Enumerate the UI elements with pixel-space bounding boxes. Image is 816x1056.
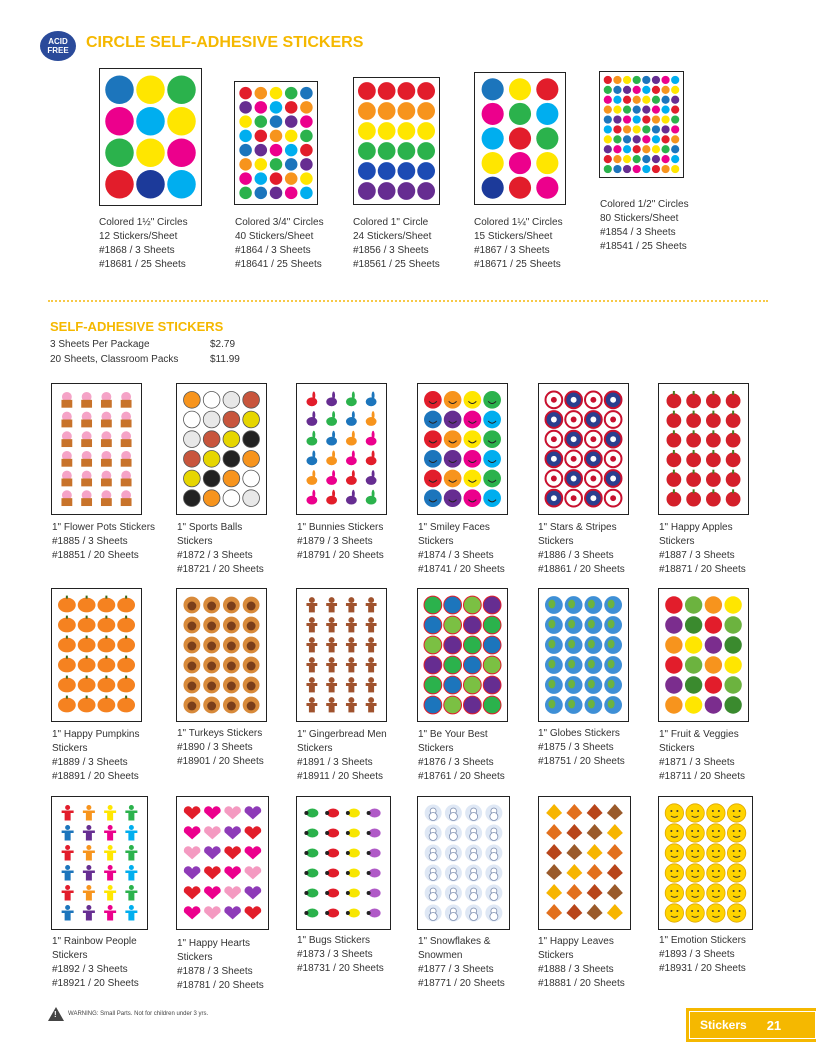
caption-line: #1891 / 3 Sheets [297,757,373,768]
caption-line: 1" Sports Balls [177,522,243,533]
caption-line: #1888 / 3 Sheets [538,964,614,975]
caption-line: 1" Rainbow People [52,936,137,947]
caption-line: #1893 / 3 Sheets [659,949,735,960]
sticker-sheet-bugs [296,796,391,930]
caption-line: 24 Stickers/Sheet [353,231,432,242]
caption-line: #1864 / 3 Sheets [235,245,311,256]
caption-line: 40 Stickers/Sheet [235,231,314,242]
caption-line: 1" Be Your Best [418,729,488,740]
sticker-sheet-globes [538,588,629,722]
caption-line: 1" Turkeys Stickers [177,728,263,739]
caption-line: #1871 / 3 Sheets [659,757,735,768]
caption-line: 1" Stars & Stripes [538,522,617,533]
caption-line: #18761 / 20 Sheets [418,771,505,782]
caption-line: #18781 / 20 Sheets [177,980,264,991]
circle-sheet-1-2in [599,71,684,178]
caption-line: #18891 / 20 Sheets [52,771,139,782]
sticker-caption-stars-stripes [538,521,625,577]
caption-line: #18541 / 25 Sheets [600,241,687,252]
circle-caption-3 [353,216,440,272]
footer-label: Stickers [700,1018,747,1032]
sticker-sheet-happy-pumpkins [51,588,142,722]
sticker-sheet-emotions [658,796,753,930]
sticker-sheet-sports-balls [176,383,267,515]
footer-page-tab [686,1008,816,1042]
caption-line: Stickers [297,743,333,754]
caption-line: Colored 1½" Circles [99,217,188,228]
sticker-caption-fruit-veggies [659,728,745,784]
caption-line: 80 Stickers/Sheet [600,213,679,224]
sticker-sheet-smiley-faces [417,383,508,515]
caption-line: Stickers [538,536,574,547]
caption-line: 1" Smiley Faces [418,522,490,533]
caption-line: Colored 1/2" Circles [600,199,689,210]
sticker-sheet-gingerbread-men [296,588,387,722]
caption-line: Stickers [52,743,88,754]
caption-line: #1874 / 3 Sheets [418,550,494,561]
sticker-caption-be-your-best [418,728,505,784]
caption-line: Stickers [659,743,695,754]
circle-sheet-1-5in [99,68,202,206]
caption-line: #1867 / 3 Sheets [474,245,550,256]
caption-line: #18871 / 20 Sheets [659,564,746,575]
circle-caption-4 [474,216,563,272]
caption-line: #18881 / 20 Sheets [538,978,625,989]
caption-line: #1890 / 3 Sheets [177,742,253,753]
sticker-caption-bugs [297,934,384,976]
caption-line: #1879 / 3 Sheets [297,536,373,547]
caption-line: #18731 / 20 Sheets [297,963,384,974]
caption-line: #18711 / 20 Sheets [659,771,745,782]
sticker-caption-gingerbread-men [297,728,387,784]
caption-line: #18721 / 20 Sheets [177,564,264,575]
sticker-caption-smiley-faces [418,521,505,577]
caption-line: #1854 / 3 Sheets [600,227,676,238]
price-label: 20 Sheets, Classroom Packs [50,354,179,365]
caption-line: #18671 / 25 Sheets [474,259,561,270]
badge-line-1: ACID [48,37,68,46]
caption-line: #18911 / 20 Sheets [297,771,383,782]
caption-line: 1" Happy Leaves [538,936,614,947]
sticker-caption-happy-pumpkins [52,728,139,784]
sticker-caption-snowflakes-snowmen [418,935,505,991]
sticker-sheet-flower-pots [51,383,142,515]
caption-line: #18641 / 25 Sheets [235,259,322,270]
sticker-sheet-fruit-veggies [658,588,749,722]
caption-line: #1877 / 3 Sheets [418,964,494,975]
price-value: $11.99 [210,354,240,365]
warning-text: WARNING: Small Parts. Not for children under 3 yrs. [68,1011,209,1017]
price-row [50,339,236,350]
caption-line: #1875 / 3 Sheets [538,742,614,753]
caption-line: #1873 / 3 Sheets [297,949,373,960]
price-value: $2.79 [210,339,236,350]
caption-line: #18921 / 20 Sheets [52,978,139,989]
sticker-sheet-rainbow-people [51,796,148,930]
sticker-caption-sports-balls [177,521,264,577]
caption-line: #18931 / 20 Sheets [659,963,746,974]
caption-line: #18791 / 20 Sheets [297,550,384,561]
caption-line: 1" Gingerbread Men [297,729,387,740]
sticker-caption-bunnies [297,521,384,563]
circle-sheet-3-4in [234,81,318,205]
caption-line: 1" Happy Apples [659,522,733,533]
caption-line: #18561 / 25 Sheets [353,259,440,270]
sticker-sheet-happy-leaves [538,796,631,930]
sticker-sheet-happy-hearts [176,796,269,930]
acid-free-badge [40,31,76,61]
page-number: 21 [766,1017,782,1033]
sticker-caption-turkeys [177,727,264,769]
price-label: 3 Sheets Per Package [50,339,150,350]
caption-line: #1885 / 3 Sheets [52,536,128,547]
caption-line: 15 Stickers/Sheet [474,231,553,242]
caption-line: #18901 / 20 Sheets [177,756,264,767]
section-divider [48,300,768,302]
sticker-sheet-turkeys [176,588,267,722]
sticker-sheet-be-your-best [417,588,508,722]
caption-line: 1" Bugs Stickers [297,935,371,946]
caption-line: #1876 / 3 Sheets [418,757,494,768]
caption-line: 12 Stickers/Sheet [99,231,178,242]
caption-line: #18741 / 20 Sheets [418,564,505,575]
caption-line: #1872 / 3 Sheets [177,550,253,561]
caption-line: Colored 1¼" Circles [474,217,563,228]
caption-line: #1889 / 3 Sheets [52,757,128,768]
caption-line: 1" Flower Pots Stickers [52,522,156,533]
sticker-caption-happy-leaves [538,935,625,991]
caption-line: #18771 / 20 Sheets [418,978,505,989]
sticker-sheet-bunnies [296,383,387,515]
caption-line: #1856 / 3 Sheets [353,245,429,256]
caption-line: #1887 / 3 Sheets [659,550,735,561]
caption-line: Stickers [52,950,88,961]
caption-line: 1" Fruit & Veggies [659,729,739,740]
sticker-caption-globes [538,727,625,769]
sticker-caption-emotions [659,934,746,976]
caption-line: 1" Globes Stickers [538,728,620,739]
caption-line: 1" Happy Hearts [177,938,251,949]
circle-sheet-1in [353,77,440,205]
caption-line: Stickers [418,743,454,754]
circle-sheet-1-25in [474,72,566,205]
caption-line: 1" Snowflakes & [418,936,491,947]
caption-line: Stickers [538,950,574,961]
caption-line: Snowmen [418,950,463,961]
self-adhesive-section-title: SELF-ADHESIVE STICKERS [50,319,224,334]
caption-line: #18851 / 20 Sheets [52,550,139,561]
sticker-caption-happy-hearts [177,937,264,993]
caption-line: Stickers [177,952,213,963]
caption-line: Stickers [659,536,695,547]
caption-line: 1" Emotion Stickers [659,935,746,946]
caption-line: #18681 / 25 Sheets [99,259,186,270]
circle-caption-2 [235,216,324,272]
warning-icon: ! [48,1007,64,1021]
badge-line-2: FREE [47,46,69,55]
sticker-sheet-happy-apples [658,383,749,515]
caption-line: #1886 / 3 Sheets [538,550,614,561]
small-parts-warning [48,1007,208,1021]
sticker-sheet-stars-stripes [538,383,629,515]
caption-line: 1" Happy Pumpkins [52,729,140,740]
caption-line: Colored 1" Circle [353,217,429,228]
circle-section-title: CIRCLE SELF-ADHESIVE STICKERS [86,34,364,51]
circle-caption-1 [99,216,188,272]
circle-caption-5 [600,198,689,254]
sticker-caption-rainbow-people [52,935,139,991]
sticker-caption-flower-pots [52,521,155,563]
caption-line: Stickers [177,536,213,547]
price-row [50,354,240,365]
caption-line: Colored 3/4" Circles [235,217,324,228]
caption-line: 1" Bunnies Stickers [297,522,384,533]
caption-line: #1878 / 3 Sheets [177,966,253,977]
sticker-sheet-snowflakes-snowmen [417,796,510,930]
caption-line: Stickers [418,536,454,547]
caption-line: #1868 / 3 Sheets [99,245,175,256]
caption-line: #1892 / 3 Sheets [52,964,128,975]
sticker-caption-happy-apples [659,521,746,577]
caption-line: #18751 / 20 Sheets [538,756,625,767]
caption-line: #18861 / 20 Sheets [538,564,625,575]
